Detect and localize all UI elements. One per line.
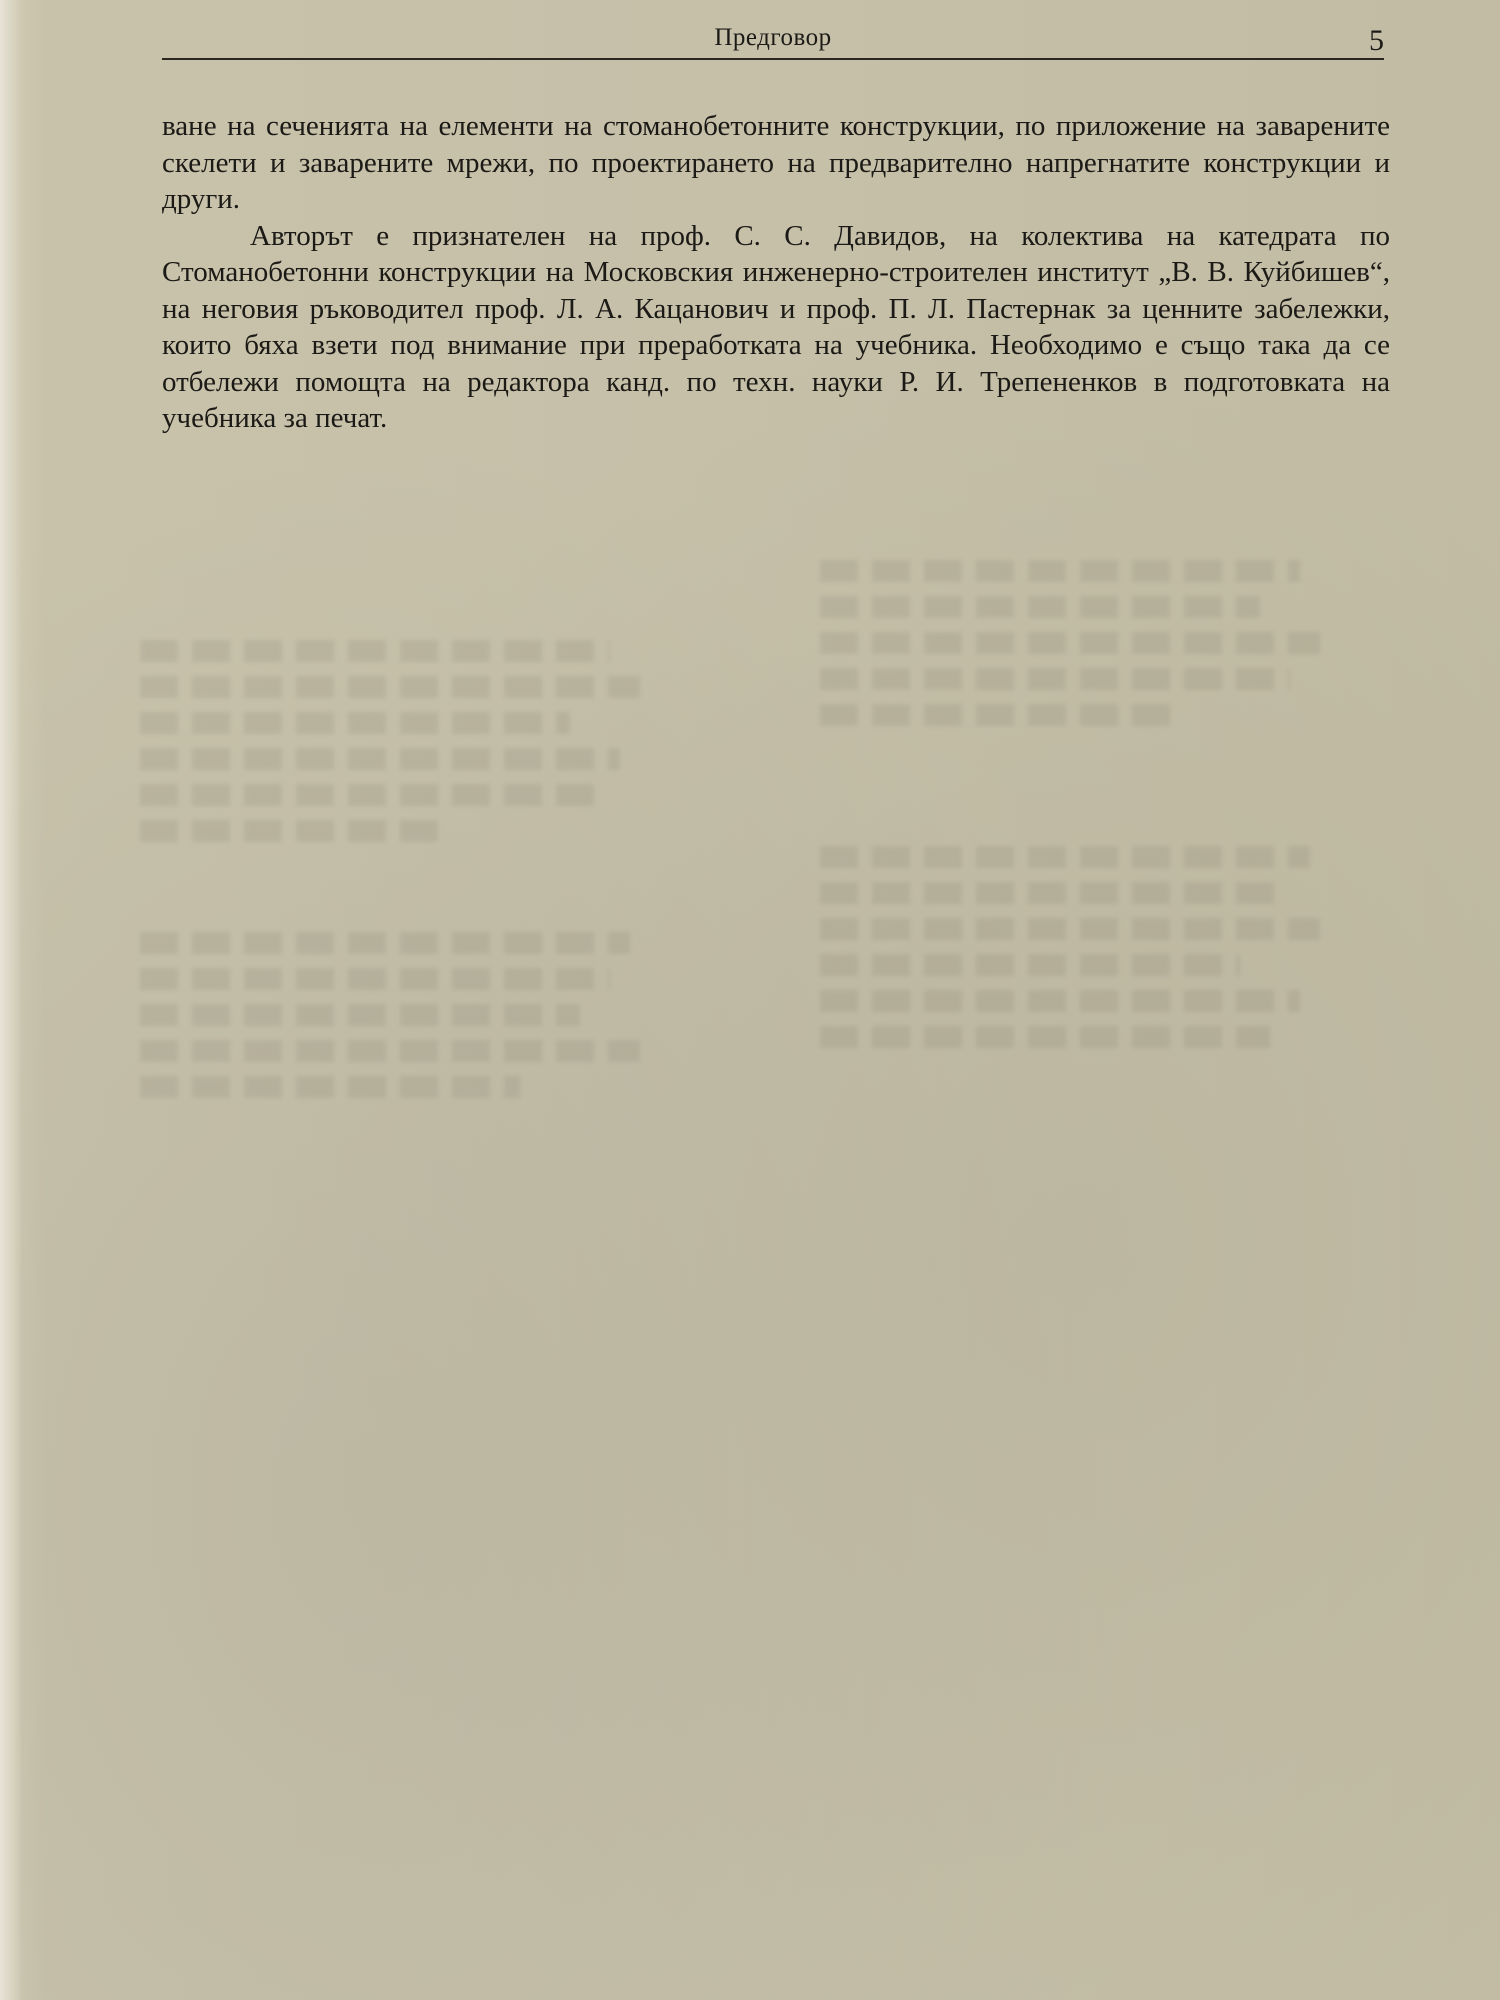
show-through-right xyxy=(820,560,1340,1062)
header-rule xyxy=(162,58,1384,60)
paragraph-continued: ване на сеченията на елементи на стоманобетонните конструкции, по приложение на заварените скелети и заварените мрежи, по проектирането на предварително напрегнатите конструкции и други. xyxy=(162,110,1390,215)
show-through-left xyxy=(140,640,660,1112)
running-head xyxy=(162,18,1384,60)
page-number: 5 xyxy=(1369,24,1384,57)
section-title: Предговор xyxy=(714,24,832,51)
page-edge xyxy=(0,0,22,2000)
paragraph-acknowledgments: Авторът е признателен на проф. С. С. Давидов, на колектива на катедрата по Стоманобетонни конструкции на Московския инженерно-строителен институт „В. В. Куйбишев“, на неговия ръководител проф. Л. А. Кацанович и проф. П. Л. Пастернак за ценните забележки, които бяха взети под внимание при преработката на учебника. Необходимо е също така да се отбележи помощта на редактора канд. по техн. науки Р. И. Трепененков в подготовката на учебника за печат. xyxy=(162,219,1390,434)
body-text xyxy=(162,108,1390,437)
